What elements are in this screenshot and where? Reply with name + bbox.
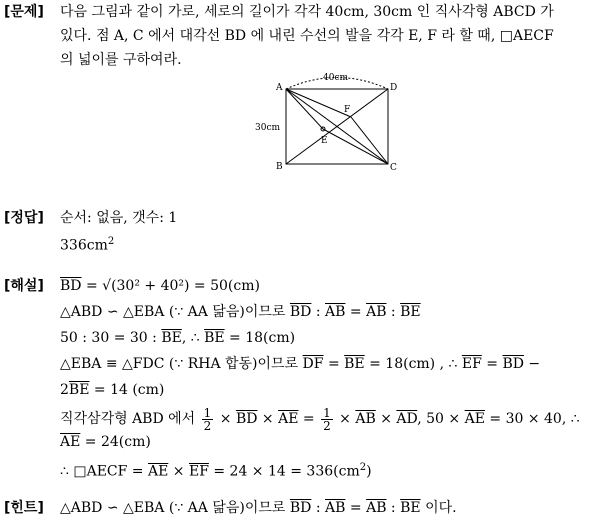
segment-ae xyxy=(286,89,323,129)
problem-line-2: 있다. 점 A, C 에서 대각선 BD 에 내린 수선의 발을 각각 E, F 라 할 때, □AECF xyxy=(60,28,554,44)
answer-line-1: 순서: 없음, 갯수: 1 xyxy=(60,210,178,226)
label-a: A xyxy=(276,83,283,93)
problem-line-1: 다음 그림과 같이 가로, 세로의 길이가 각각 40cm, 30cm 인 직사각형 ABCD 가 xyxy=(60,4,554,20)
solution-line-3: 50 : 30 = 30 : $\overline{BE}$, ∴ $\overline{BE} = 18(cm)$ xyxy=(60,330,296,346)
solution-line-1: $\overline{BD} = √(30^2 + 40^2) = 50(cm)$ xyxy=(60,278,260,294)
hint-tag: [힌트] xyxy=(4,500,44,516)
solution-line-6: 직각삼각형 ABD 에서 $\frac{1}{2}$ × $\overline{BD} \times \overline{AE}$ = $\frac{1}{2}$ × $\overline{AB} \times \overline{AD}$, $50 \times \overline{AE} = 30 \times 40$, ∴ xyxy=(60,405,580,433)
label-b: B xyxy=(276,162,283,172)
solution-line-8: ∴ □AECF = $\overline{AE} \times \overline{EF} = 24 \times 14 = 336(cm^2)$ xyxy=(60,462,372,480)
solution-line-5: $2\overline{BE} = 14$ (cm) xyxy=(60,382,165,398)
solution-line-7: $\overline{AE} = 24(cm)$ xyxy=(60,434,151,450)
fraction-half: $\frac{1}{2}$ xyxy=(203,405,212,433)
label-height: 30cm xyxy=(255,123,281,133)
hint-line: △ABD ∽ △EBA (∵ AA 닮음)이므로 $\overline{BD}$ : $\overline{AB} = \overline{AB}$ : $\overline{BE}$ 이다. xyxy=(60,500,457,516)
label-e: E xyxy=(321,136,328,146)
solution-line-4: △EBA ≡ △FDC (∵ RHA 합동)이므로 $\overline{DF} = \overline{BE} = 18(cm)$ , ∴ $\overline{EF} = \overline{BD}$ − xyxy=(60,356,541,372)
problem-line-3: 의 넓이를 구하여라. xyxy=(60,52,182,68)
rectangle-figure xyxy=(248,72,408,172)
label-c: C xyxy=(390,163,397,172)
label-width: 40cm xyxy=(323,73,349,83)
label-f: F xyxy=(344,105,351,115)
answer-tag: [정답] xyxy=(4,210,44,226)
answer-value: $336cm^2$ xyxy=(60,236,115,254)
fraction-half-2: $\frac{1}{2}$ xyxy=(323,405,331,433)
solution-line-2: △ABD ∽ △EBA (∵ AA 닮음)이므로 $\overline{BD}$ : $\overline{AB} = \overline{AB}$ : $\overline{BE}$ xyxy=(60,304,421,320)
solution-tag: [해설] xyxy=(4,278,44,294)
label-d: D xyxy=(390,83,398,93)
problem-tag: [문제] xyxy=(4,4,44,20)
segment-ec xyxy=(323,129,388,164)
